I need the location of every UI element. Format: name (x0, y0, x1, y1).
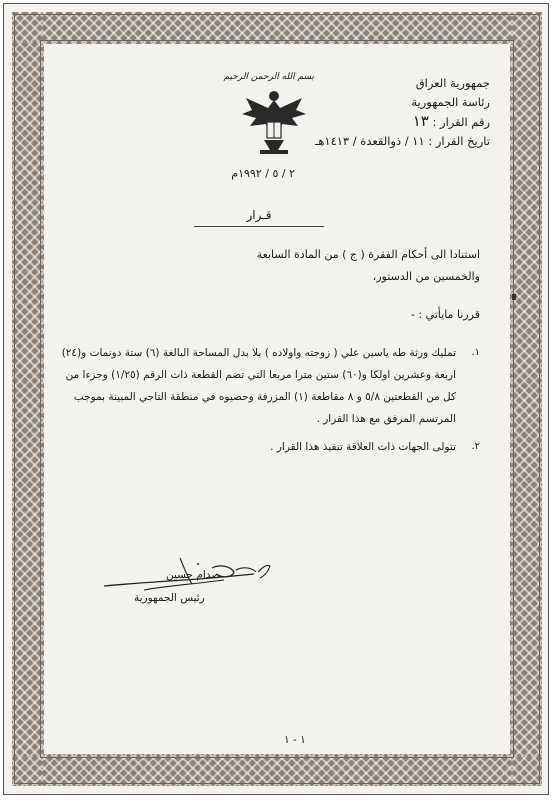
signatory-title: رئيس الجمهورية (134, 592, 205, 604)
decree-title: قـرار (246, 208, 272, 222)
signatory-name: صدام حسين (166, 569, 221, 581)
office-name: رئاسة الجمهورية (411, 95, 490, 109)
basmala: بسم الله الرحمن الرحيم (223, 72, 314, 82)
letterhead (315, 74, 490, 151)
basis-line-1: استنادا الى أحكام الفقرة ( ج ) من المادة السابعة (256, 248, 480, 261)
decree-date-hijri: ١١ / ذوالقعدة / ١٤١٣هـ (314, 134, 425, 148)
item-number: ١. (471, 347, 480, 358)
country-name: جمهورية العراق (415, 76, 490, 90)
basis-line-2: والخمسين من الدستور، (372, 270, 480, 283)
item-text: تمليك ورثة طه ياسين علي ( زوجته واولاده ) بلا بدل المساحة البالغة (٦) ستة دونمات و(٢٤) اربعة وعشرين اولكا و(٦٠) ستين مترا مربعا التي تضم القطعة ذات الرقم (١/٢٥) وجزءا من كل من القطعتين ٥/٨ و ٨ مقاطعة (١) المزرفة وحصيوه في منطقة التاجي المبينة بموجب المرتسم المرفق مع هذا القرار . (61, 347, 456, 425)
margin-mark (512, 294, 516, 300)
title-underline (194, 226, 324, 227)
decree-number (315, 112, 490, 132)
eagle-emblem-icon (234, 84, 314, 164)
gregorian-date: ٢ / ٥ / ١٩٩٢م (231, 167, 295, 180)
decree-number-value: ١٣ (412, 112, 429, 130)
item-number: ٢. (471, 441, 480, 452)
document-content (44, 44, 510, 754)
legal-basis (60, 244, 480, 288)
coat-of-arms (223, 72, 314, 172)
decree-date (315, 132, 490, 151)
resolved-heading: قررنا مايأتي : - (410, 308, 480, 321)
decree-items (60, 342, 480, 464)
document-sheet (3, 3, 549, 795)
decree-date-label: تاريخ القرار : (428, 134, 490, 148)
item-text: تتولى الجهات ذات العلاقة تنفيذ هذا القرار . (270, 441, 456, 453)
decree-item (60, 342, 480, 430)
decree-number-label: رقم القرار : (432, 115, 490, 129)
decree-item (60, 436, 480, 458)
page-number: ١ - ١ (284, 734, 306, 746)
